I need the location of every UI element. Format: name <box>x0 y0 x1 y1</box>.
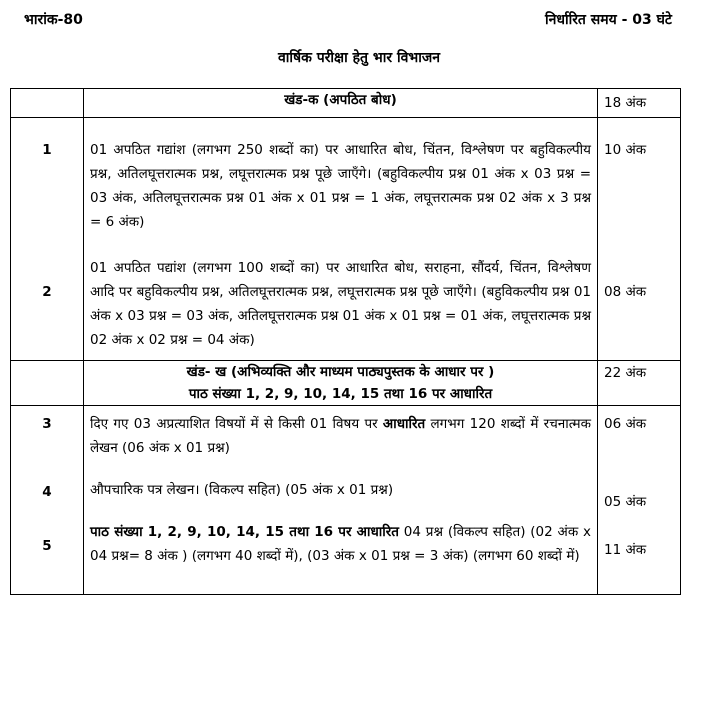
section-a-marks: 18 अंक <box>598 89 681 118</box>
question-text-post: 04 प्रश्न (विकल्प सहित) (02 अंक x 04 प्रश्न= 8 अंक ) (लगभग 40 शब्दों में), (03 अंक x 01 प्रश्न = 3 अंक) (लगभग 60 शब्दों में) <box>90 524 592 564</box>
question-number: 3 <box>11 406 84 461</box>
total-marks-label: भारांक-80 <box>24 12 83 28</box>
section-a-header-row <box>11 89 681 118</box>
section-a-num-cell <box>11 89 84 118</box>
page-title: वार्षिक परीक्षा हेतु भार विभाजन <box>278 50 440 66</box>
question-marks: 05 अंक <box>598 460 681 514</box>
section-b-num-cell <box>11 361 84 406</box>
question-text <box>84 406 598 461</box>
question-text-post: लगभग 120 शब्दों में रचनात्मक लेखन (06 अंक x 01 प्रश्न) <box>90 416 591 456</box>
question-marks: 08 अंक <box>598 234 681 361</box>
question-text-pre: दिए गए 03 अप्रत्याशित विषयों में से किसी 01 विषय पर <box>90 416 383 432</box>
question-number: 2 <box>11 234 84 361</box>
question-marks: 11 अंक <box>598 514 681 595</box>
question-marks: 06 अंक <box>598 406 681 461</box>
weightage-table <box>10 88 681 595</box>
question-text <box>84 514 598 595</box>
section-b-title <box>84 361 598 406</box>
question-row-2 <box>11 234 681 361</box>
question-number: 1 <box>11 118 84 235</box>
section-b-title-line2: पाठ संख्या 1, 2, 9, 10, 14, 15 तथा 16 पर आधारित <box>188 386 493 402</box>
time-label: निर्धारित समय - 03 घंटे <box>544 12 672 28</box>
section-b-title-line1: खंड- ख (अभिव्यक्ति और माध्यम पाठ्यपुस्तक के आधार पर ) <box>186 364 495 380</box>
question-row-3 <box>11 406 681 461</box>
question-row-1 <box>11 118 681 235</box>
question-text-bold: पाठ संख्या 1, 2, 9, 10, 14, 15 तथा 16 पर आधारित <box>90 524 399 540</box>
section-a-title: खंड-क (अपठित बोध) <box>84 89 598 118</box>
question-text-bold: आधारित <box>382 416 426 432</box>
question-text: 01 अपठित गद्यांश (लगभग 250 शब्दों का) पर आधारित बोध, चिंतन, विश्लेषण पर बहुविकल्पीय प्रश्न, अतिलघूत्तरात्मक प्रश्न, लघूत्तरात्मक प्रश्न पूछे जाएँगे। (बहुविकल्पीय प्रश्न 01 अंक x 03 प्रश्न = 03 अंक, अतिलघूत्तरात्मक प्रश्न 01 अंक x 01 प्रश्न = 1 अंक, लघूत्तरात्मक प्रश्न 02 अंक x 3 प्रश्न = 6 अंक) <box>84 118 598 235</box>
question-text: औपचारिक पत्र लेखन। (विकल्प सहित) (05 अंक x 01 प्रश्न) <box>84 460 598 514</box>
question-text: 01 अपठित पद्यांश (लगभग 100 शब्दों का) पर आधारित बोध, सराहना, सौंदर्य, चिंतन, विश्लेषण आदि पर बहुविकल्पीय प्रश्न, अतिलघूत्तरात्मक प्रश्न, लघूत्तरात्मक प्रश्न पूछे जाएँगे। (बहुविकल्पीय प्रश्न 01 अंक x 03 प्रश्न = 03 अंक, अतिलघूत्तरात्मक प्रश्न 01 अंक x 01 प्रश्न = 01 अंक, लघूत्तरात्मक प्रश्न 02 अंक x 02 प्रश्न = 04 अंक) <box>84 234 598 361</box>
question-number: 5 <box>11 514 84 595</box>
section-b-marks: 22 अंक <box>598 361 681 406</box>
question-marks: 10 अंक <box>598 118 681 235</box>
section-b-header-row <box>11 361 681 406</box>
question-number: 4 <box>11 460 84 514</box>
question-row-5 <box>11 514 681 595</box>
question-row-4 <box>11 460 681 514</box>
